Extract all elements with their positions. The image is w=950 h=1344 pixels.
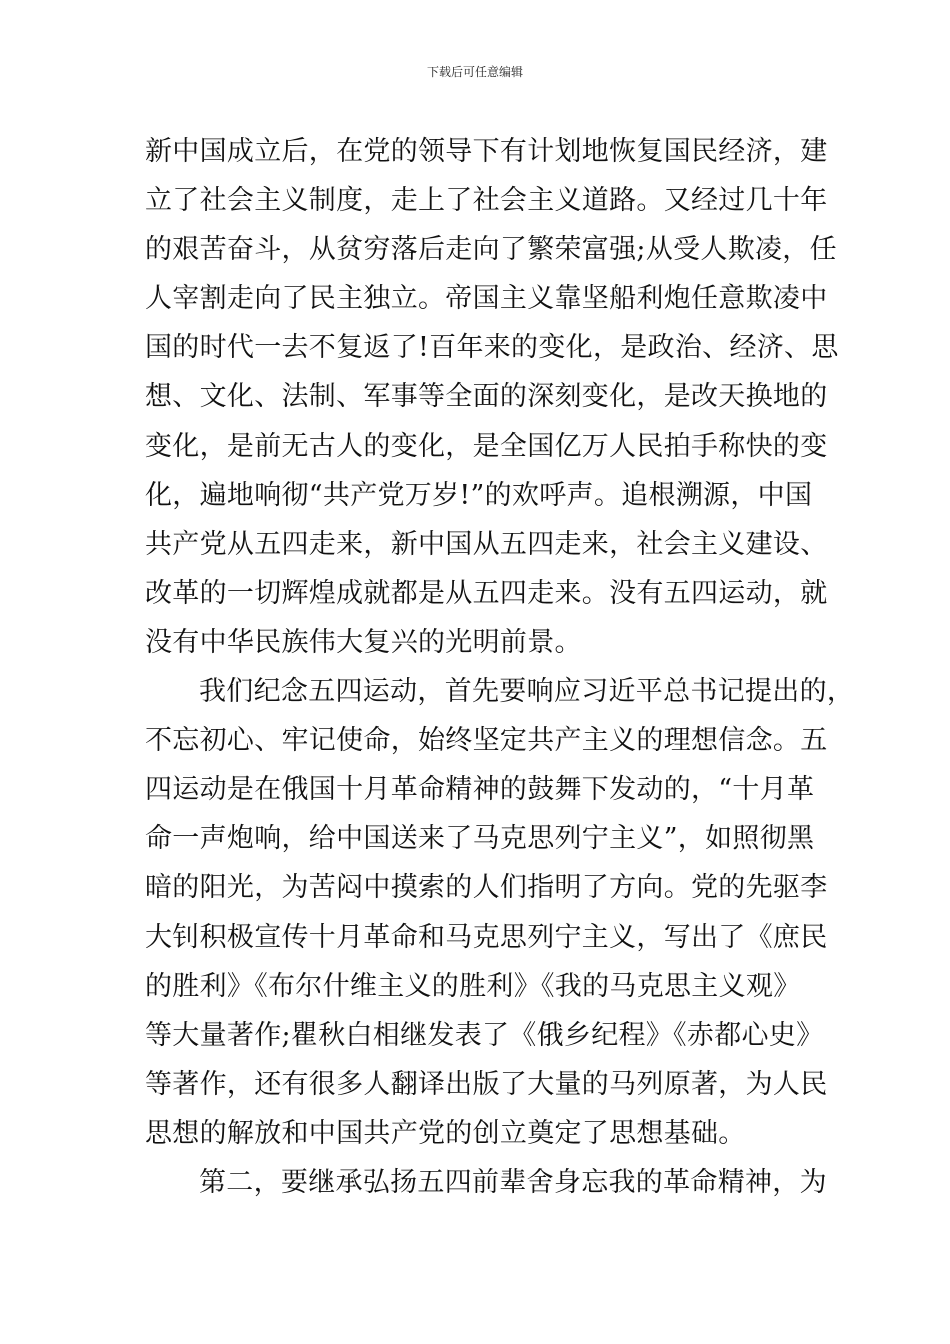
text-line: 想、文化、法制、军事等全面的深刻变化，是改天换地的: [145, 381, 828, 413]
text-line: 国的时代一去不复返了!百年来的变化，是政治、经济、思: [145, 332, 839, 364]
paragraph-start-line: 我们纪念五四运动，首先要响应习近平总书记提出的，: [199, 676, 855, 708]
text-line: 的胜利》《布尔什维主义的胜利》《我的马克思主义观》: [145, 970, 801, 1002]
text-line: 大钊积极宣传十月革命和马克思列宁主义，写出了《庶民: [145, 921, 828, 953]
text-line: 新中国成立后，在党的领导下有计划地恢复国民经济，建: [145, 136, 828, 167]
document-body: [145, 127, 855, 1207]
text-line: 等大量著作;瞿秋白相继发表了《俄乡纪程》《赤都心史》: [145, 1019, 824, 1051]
text-line: 思想的解放和中国共产党的创立奠定了思想基础。: [145, 1117, 746, 1149]
text-line: 等著作，还有很多人翻译出版了大量的马列原著，为人民: [145, 1068, 828, 1100]
paragraph-start-line: 第二，要继承弘扬五四前辈舍身忘我的革命精神，为: [199, 1166, 827, 1198]
text-line: 四运动是在俄国十月革命精神的鼓舞下发动的，“十月革: [145, 774, 815, 806]
text-line: 变化，是前无古人的变化，是全国亿万人民拍手称快的变: [145, 430, 828, 462]
text-line: 暗的阳光，为苦闷中摸索的人们指明了方向。党的先驱李: [145, 872, 828, 904]
text-line: 立了社会主义制度，走上了社会主义道路。又经过几十年: [145, 185, 828, 217]
text-line: 化，遍地响彻“共产党万岁!”的欢呼声。追根溯源，中国: [145, 479, 813, 511]
text-line: 共产党从五四走来，新中国从五四走来，社会主义建设、: [145, 528, 828, 560]
text-line: 改革的一切辉煌成就都是从五四走来。没有五四运动，就: [145, 577, 828, 609]
page-header: 下载后可任意编辑: [426, 65, 523, 79]
text-line: 不忘初心、牢记使命，始终坚定共产主义的理想信念。五: [145, 725, 828, 757]
text-line: 命一声炮响，给中国送来了马克思列宁主义”，如照彻黑: [145, 823, 815, 855]
text-line: 没有中华民族伟大复兴的光明前景。: [145, 626, 582, 658]
text-line: 人宰割走向了民主独立。帝国主义靠坚船利炮任意欺凌中: [145, 283, 828, 315]
text-line: 的艰苦奋斗，从贫穷落后走向了繁荣富强;从受人欺凌，任: [145, 234, 837, 266]
